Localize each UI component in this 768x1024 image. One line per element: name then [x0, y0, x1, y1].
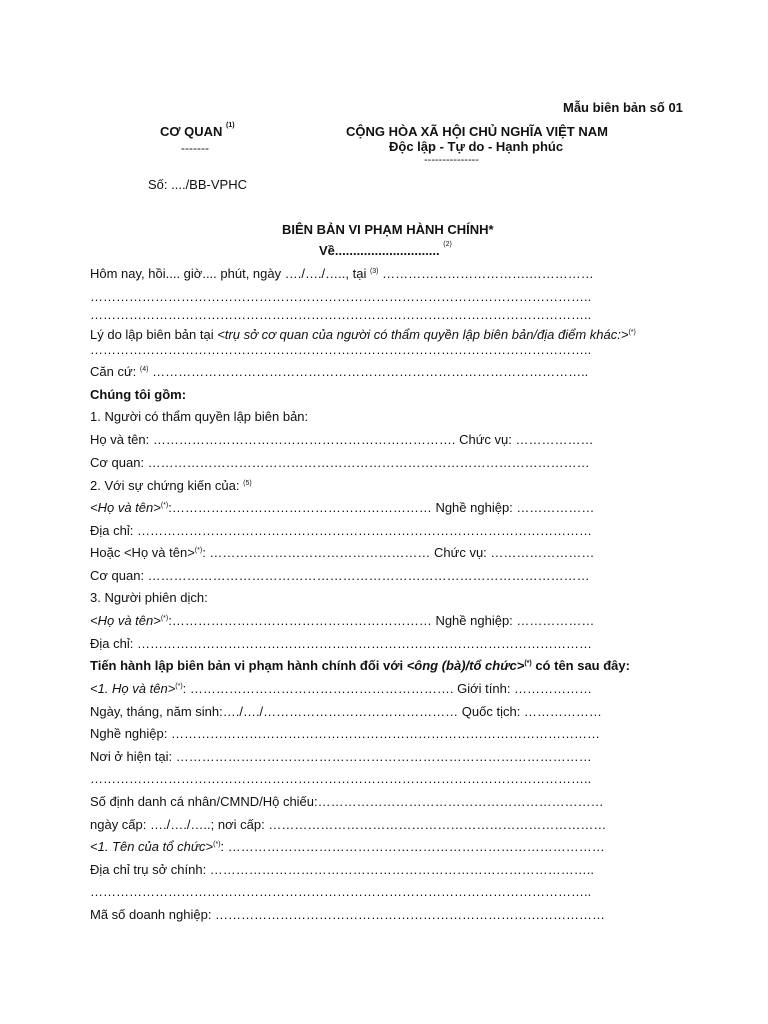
proceed-placeholder: <ông (bà)/tổ chức> [406, 658, 525, 673]
intro-dots: …………………………….…………… [378, 266, 594, 281]
dotted-line: …………………………………………………………………………………………………….. [90, 884, 592, 899]
violator-job-line: Nghề nghiệp: ……………………………………………………………………………………… [90, 726, 600, 741]
document-title: BIÊN BẢN VI PHẠM HÀNH CHÍNH* [282, 222, 494, 237]
dotted-line: …………………………………………………………………………………………………….. [90, 289, 592, 304]
interpreter-name-note: (*) [160, 615, 169, 622]
officer-name-line: Họ và tên: ……………………………………………………………. Chức vụ: ……………… [90, 432, 594, 447]
interpreter-name-line [90, 613, 595, 629]
agency-label [160, 124, 235, 139]
witness-name-note: (*) [160, 502, 169, 509]
interpreter-placeholder: <Họ và tên> [90, 613, 161, 628]
document-number: Số: ..../BB-VPHC [148, 177, 247, 192]
witness-alt-line [90, 545, 595, 561]
witness-alt-note: (*) [194, 547, 203, 554]
violator-residence-line: Nơi ở hiện tại: …………………………………………………………………………………… [90, 749, 592, 764]
organization-code-line: Mã số doanh nghiệp: ……………………………………………………………………………… [90, 907, 606, 922]
witness-alt-dots: : …………………………………………… Chức vụ: …………………… [202, 545, 595, 560]
witness-agency-line: Cơ quan: ………………………………………………………………………………………… [90, 568, 590, 583]
violator-name-dots: : ……………………………………………………. Giới tính: ……………… [182, 681, 593, 696]
agency-dashes: ------- [181, 141, 209, 155]
violator-placeholder: <1. Họ và tên> [90, 681, 176, 696]
country-name: CỘNG HÒA XÃ HỘI CHỦ NGHĨA VIỆT NAM [346, 124, 608, 139]
agency-note: (1) [226, 122, 235, 129]
proceed-heading [90, 658, 630, 674]
basis-dots: ……………………………………………………………………………………….. [148, 364, 589, 379]
basis-note: (4) [139, 366, 149, 373]
proceed-tail: có tên sau đây: [531, 658, 630, 673]
witness-text: 2. Với sự chứng kiến của: [90, 478, 244, 493]
national-motto: Độc lập - Tự do - Hạnh phúc [389, 139, 564, 154]
interpreter-address-line: Địa chỉ: …………………………………………………………………………………………… [90, 636, 592, 651]
subject-note: (2) [443, 241, 452, 248]
dotted-line: …………………………………………………………………………………………………….. [90, 771, 592, 786]
organization-placeholder: <1. Tên của tổ chức> [90, 839, 214, 854]
basis-line [90, 364, 588, 380]
members-heading: Chúng tôi gồm: [90, 387, 187, 402]
witness-alt-text: Hoặc <Họ và tên> [90, 545, 195, 560]
organization-address-line: Địa chỉ trụ sở chính: …………………………………………………………………………….. [90, 862, 595, 877]
proceed-note: (*) [524, 660, 532, 667]
witness-address-line: Địa chỉ: …………………………………………………………………………………………… [90, 523, 592, 538]
basis-text: Căn cứ: [90, 364, 140, 379]
organization-note: (*) [213, 841, 221, 848]
proceed-text: Tiến hành lập biên bản vi phạm hành chính đối với [90, 658, 407, 673]
intro-text: Hôm nay, hồi.... giờ.... phút, ngày …./…./….., tại [90, 266, 370, 281]
witness-placeholder: <Họ và tên> [90, 500, 161, 515]
dotted-line: …………………………………………………………………………………………………….. [90, 307, 592, 322]
section-2-heading [90, 478, 252, 494]
organization-dots: : …………………………………………………………………………… [220, 839, 605, 854]
intro-note: (3) [369, 268, 379, 275]
intro-line [90, 266, 594, 282]
interpreter-name-dots: :…………………………………………………… Nghề nghiệp: ……………… [168, 613, 595, 628]
organization-name-line [90, 839, 605, 855]
reason-placeholder: <trụ sở cơ quan của người có thẩm quyền lập biên bản/địa điểm khác:> [217, 327, 629, 342]
violator-id-line: Số định danh cá nhân/CMND/Hộ chiếu:………………………………………………………… [90, 794, 604, 809]
witness-note: (5) [243, 480, 252, 487]
section-1-heading: 1. Người có thẩm quyền lập biên bản: [90, 409, 309, 424]
witness-name-line [90, 500, 595, 516]
violator-name-line [90, 681, 593, 697]
motto-dashes: --------------- [424, 154, 479, 166]
form-number: Mẫu biên bản số 01 [563, 100, 683, 115]
witness-name-dots: :…………………………………………………… Nghề nghiệp: ……………… [168, 500, 595, 515]
officer-agency-line: Cơ quan: ………………………………………………………………………………………… [90, 455, 590, 470]
reason-note: (*) [628, 329, 636, 336]
violator-dob-line: Ngày, tháng, năm sinh:…./…./……………………………………… Quốc tịch: ……………… [90, 704, 602, 719]
reason-text: Lý do lập biên bản tại [90, 327, 218, 342]
subject-text: Về............................. [319, 243, 440, 258]
violator-name-note: (*) [175, 683, 183, 690]
section-3-heading: 3. Người phiên dịch: [90, 590, 208, 605]
violator-issued-line: ngày cấp: …./…./…..; nơi cấp: …………………………………………………………………… [90, 817, 607, 832]
dotted-line: …………………………………………………………………………………………………….. [90, 342, 592, 357]
document-subject [319, 243, 452, 258]
agency-text: CƠ QUAN [160, 124, 223, 139]
reason-line [90, 327, 636, 343]
